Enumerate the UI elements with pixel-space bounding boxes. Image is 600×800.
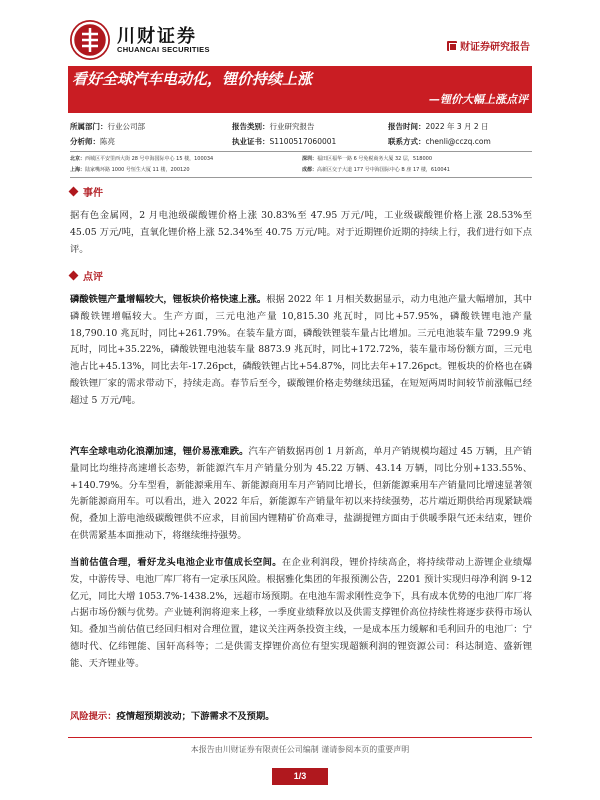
paragraph-ev-trend-lead: 汽车全球电动化浪潮加速，锂价易涨难跌。 [70, 446, 249, 457]
analyst-label: 分析师： [70, 137, 100, 146]
dept-label: 所属部门： [70, 122, 108, 131]
date-value: 2022 年 3 月 2 日 [425, 122, 489, 131]
cert-label: 执业证书： [232, 137, 270, 146]
info-row-2 [70, 134, 532, 149]
report-tag-icon [447, 41, 457, 51]
info-divider [70, 151, 532, 152]
event-heading-label: 事件 [83, 188, 103, 199]
paragraph-valuation-body: 在企业利润段，锂价持续高企，将持续带动上游锂企业绩爆发，中游传导、电池厂库厂将有一定承压风险。根据雅化集团的年报预测公告，2201 预计实现归母净利润 9-12 亿元，同比大增 1053.7%-1438.2%，远超市场预期。在电池车需求刚性竞争下，具有成本优势的电池厂库厂将占据市场份额与优势。产业链利润将迎来上移，一季度业绩释放以及供需支撑锂价高位持续性将逐步获得市场认知。叠加当前估值已经回归相对合理位置，建议关注两条投资主线，一是成本压力缓解和毛利回升的电池厂：宁德时代、亿纬锂能、国轩高科等；二是供需支撑锂价高位有望实现超额利润的锂资源公司：科达制造、盛新锂能、天齐锂业等。 [70, 557, 532, 669]
analyst-value: 陈亮 [100, 137, 115, 146]
event-heading [70, 184, 103, 199]
dept-value: 行业公司部 [107, 122, 145, 131]
type-value: 行业研究报告 [269, 122, 315, 131]
report-tag-label: 财证券研究报告 [460, 42, 530, 53]
event-paragraph: 据有色金属网，2 月电池级碳酸锂价格上涨 30.83%至 47.95 万元/吨，工业级碳酸锂价格上涨 28.53%至 45.05 万元/吨，直氧化锂价格上涨 52.34%至 40.75 万元/吨。对于近期锂价近期的持续上行，我们进行如下点评。 [70, 210, 532, 255]
comment-heading-label: 点评 [83, 272, 103, 283]
risk-text: 疫情超预期波动；下游需求不及预期。 [116, 711, 275, 722]
contact-label: 联系方式： [388, 137, 426, 146]
contact-email[interactable]: chenli@cczq.com [425, 137, 491, 146]
beijing-label: 北京： [70, 156, 86, 162]
diamond-icon [69, 187, 79, 197]
paragraph-valuation-lead: 当前估值合理，看好龙头电池企业市值成长空间。 [70, 557, 282, 568]
type-label: 报告类别： [232, 122, 270, 131]
paragraph-lithium-output-lead: 磷酸铁锂产量增幅较大，锂板块价格快速上涨。 [70, 294, 267, 305]
paragraph-valuation [70, 555, 532, 673]
cert-value: S1100517060001 [269, 137, 337, 146]
shenzhen-address: 福田区福华一路 6 号免税商务大厦 32 层，518000 [317, 156, 433, 162]
shanghai-address: 陆家嘴环路 1000 号恒生大厦 11 楼，200120 [85, 167, 190, 173]
paragraph-ev-trend-body: 汽车产销数据再创 1 月新高，单月产销规模均超过 45 万辆，且产销量同比均维持高速增长态势，新能源汽车月产销量分别为 45.22 万辆、43.14 万辆，同比分别+133.55%、+140.79%。分车型看，新能源乘用车、新能源商用车月产销同比增长，但新能源乘用车产销量同比增速显著领先新能源商用车。可以看出，进入 2022 年后，新能源车产销量年初以来持续强势，芯片端近期供给再现紧缺端倪，叠加上游电池级碳酸锂供不应求，目前国内锂精矿价高难寻，盐湖提锂方面由于供暖季限气还未结束，锂价在供需紧基本面推动下，将继续维持强势。 [70, 446, 532, 541]
info-row-1 [70, 119, 532, 134]
chengdu-label: 成都： [302, 167, 318, 173]
address-divider [70, 177, 532, 178]
report-subtitle: —锂价大幅上涨点评 [429, 93, 528, 106]
risk-notice [70, 709, 532, 726]
company-logo [70, 20, 110, 60]
paragraph-lithium-output [70, 292, 532, 410]
footer-disclaimer: 本报告由川财证券有限责任公司编制 谨请参阅本页的重要声明 [190, 745, 410, 754]
report-info [70, 119, 532, 149]
paragraph-ev-trend [70, 444, 532, 545]
report-title: 看好全球汽车电动化，锂价持续上涨 [72, 70, 313, 88]
address-block [70, 155, 532, 177]
page-number: 1/3 [272, 768, 328, 785]
brand-name-cn: 川财证券 [117, 26, 197, 47]
chengdu-address: 高新区交子大道 177 号中海国际中心 B 座 17 楼，610041 [317, 167, 450, 173]
brand-name-en: CHUANCAI SECURITIES [117, 45, 210, 54]
shenzhen-label: 深圳： [302, 156, 318, 162]
footer-divider [68, 737, 532, 738]
date-label: 报告时间： [388, 122, 426, 131]
risk-label: 风险提示： [70, 711, 117, 722]
beijing-address: 西城区平安里西大街 28 号中海国际中心 15 楼，100034 [85, 156, 214, 162]
shanghai-label: 上海： [70, 167, 86, 173]
logo-mark-icon [70, 20, 110, 60]
comment-heading [70, 268, 103, 283]
paragraph-lithium-output-body: 根据 2022 年 1 月相关数据显示，动力电池产量大幅增加，其中磷酸铁锂增幅较大。生产方面，三元电池产量 10,815.30 兆瓦时，同比+57.95%，磷酸铁锂电池产量 18,790.10 兆瓦时，同比+261.79%。在装车量方面，磷酸铁锂装车量占比增加。三元电池装车量 7299.9 兆瓦时，同比+35.22%，磷酸铁锂电池装车量 8873.9 兆瓦时，同比+172.72%，装车量市场份额方面，三元电池占比+45.13%，同比去年-17.26pct，磷酸铁锂占比+54.87%，同比去年+17.26pct。锂板块的价格也在磷酸铁锂厂家的需求带动下，持续走高。春节后至今，碳酸锂价格走势继续迅猛，在短短两周时间较节前涨幅已经超过 5 万元/吨。 [70, 294, 532, 406]
diamond-icon [69, 271, 79, 281]
report-tag [447, 38, 530, 53]
